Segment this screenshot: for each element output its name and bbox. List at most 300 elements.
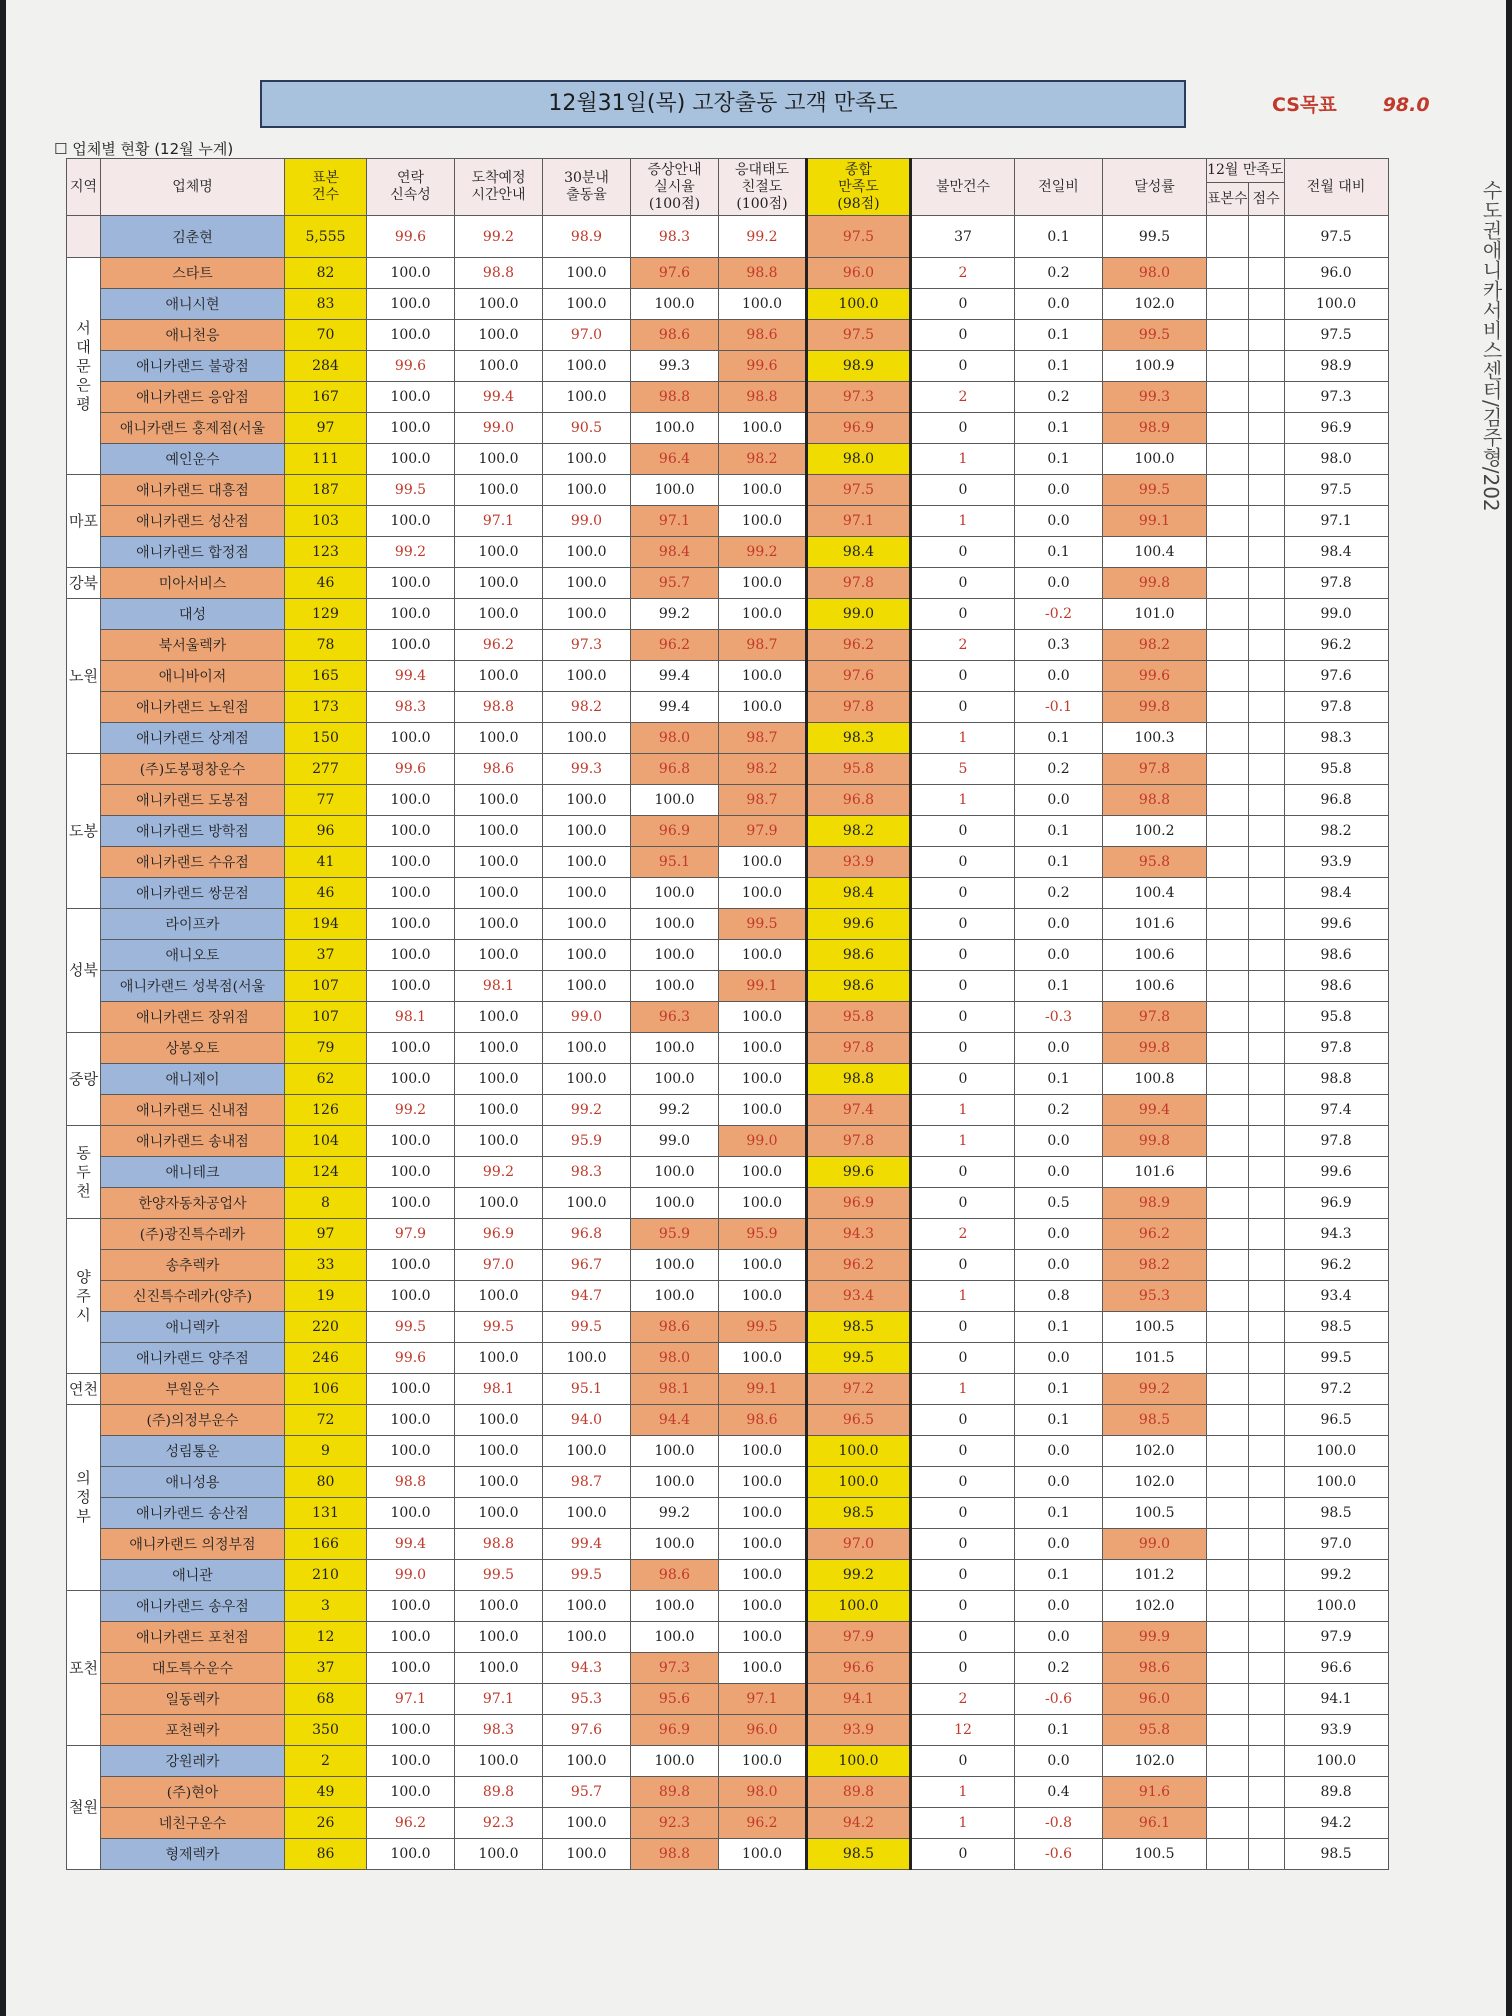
dec-score [1248, 909, 1284, 940]
table-row [67, 847, 1389, 878]
complaint-count: 0 [911, 692, 1015, 723]
cs-target [1272, 90, 1430, 117]
sample-count: 220 [285, 1312, 367, 1343]
region-cell [67, 754, 101, 909]
within30-rate: 100.0 [543, 1498, 631, 1529]
symptom-guide: 100.0 [631, 1033, 719, 1064]
table-row [67, 909, 1389, 940]
company-name: 애니오토 [101, 940, 285, 971]
kindness: 100.0 [719, 1467, 807, 1498]
table-row [67, 1591, 1389, 1622]
complaint-count: 1 [911, 1126, 1015, 1157]
arrival-notice: 100.0 [455, 1188, 543, 1219]
vs-all: 95.8 [1284, 754, 1388, 785]
complaint-count: 0 [911, 1839, 1015, 1870]
vs-all: 96.2 [1284, 1250, 1388, 1281]
dec-sample [1207, 971, 1249, 1002]
contact-speed: 100.0 [367, 971, 455, 1002]
company-name: 애니카랜드 쌍문점 [101, 878, 285, 909]
sample-count: 124 [285, 1157, 367, 1188]
achievement-rate: 98.9 [1103, 413, 1207, 444]
cs-target-label: CS목표 [1272, 94, 1337, 116]
vs-all: 99.6 [1284, 909, 1388, 940]
vs-prev-day: 0.1 [1015, 847, 1103, 878]
header-region: 지역 [67, 159, 101, 216]
complaint-count: 2 [911, 1219, 1015, 1250]
total-satisfaction: 89.8 [807, 1777, 911, 1808]
within30-rate: 100.0 [543, 1839, 631, 1870]
contact-speed: 100.0 [367, 1405, 455, 1436]
sample-count: 79 [285, 1033, 367, 1064]
region-label: 동두천 [76, 1143, 91, 1200]
table-row [67, 1281, 1389, 1312]
dec-score [1248, 1064, 1284, 1095]
dec-score [1248, 444, 1284, 475]
sample-count: 68 [285, 1684, 367, 1715]
complaint-count: 2 [911, 258, 1015, 289]
vs-all: 97.5 [1284, 216, 1388, 258]
dec-sample [1207, 847, 1249, 878]
contact-speed: 100.0 [367, 630, 455, 661]
vs-prev-day: 0.0 [1015, 475, 1103, 506]
dec-sample [1207, 1219, 1249, 1250]
contact-speed: 99.6 [367, 754, 455, 785]
kindness: 100.0 [719, 1498, 807, 1529]
dec-sample [1207, 1560, 1249, 1591]
kindness: 99.5 [719, 1312, 807, 1343]
symptom-guide: 100.0 [631, 1746, 719, 1777]
dec-sample [1207, 1529, 1249, 1560]
complaint-count: 0 [911, 1529, 1015, 1560]
total-satisfaction: 97.9 [807, 1622, 911, 1653]
within30-rate: 99.2 [543, 1095, 631, 1126]
arrival-notice: 99.2 [455, 1157, 543, 1188]
vs-all: 97.4 [1284, 1095, 1388, 1126]
dec-score [1248, 1250, 1284, 1281]
contact-speed: 99.2 [367, 537, 455, 568]
region-cell [67, 1126, 101, 1219]
within30-rate: 98.2 [543, 692, 631, 723]
table-row [67, 1219, 1389, 1250]
arrival-notice: 97.0 [455, 1250, 543, 1281]
symptom-guide: 99.4 [631, 661, 719, 692]
vs-all: 97.0 [1284, 1529, 1388, 1560]
arrival-notice: 100.0 [455, 816, 543, 847]
table-row [67, 723, 1389, 754]
within30-rate: 100.0 [543, 816, 631, 847]
total-satisfaction: 99.6 [807, 909, 911, 940]
contact-speed: 100.0 [367, 1374, 455, 1405]
dec-score [1248, 599, 1284, 630]
sample-count: 167 [285, 382, 367, 413]
vs-prev-day: 0.0 [1015, 1157, 1103, 1188]
contact-speed: 100.0 [367, 506, 455, 537]
company-name: 애니바이저 [101, 661, 285, 692]
company-name: 애니테크 [101, 1157, 285, 1188]
symptom-guide: 100.0 [631, 971, 719, 1002]
region-label: 포천 [69, 1658, 98, 1677]
vs-prev-day: 0.1 [1015, 1498, 1103, 1529]
kindness: 97.1 [719, 1684, 807, 1715]
arrival-notice: 99.2 [455, 216, 543, 258]
sample-count: 129 [285, 599, 367, 630]
achievement-rate: 99.4 [1103, 1095, 1207, 1126]
kindness: 100.0 [719, 1002, 807, 1033]
complaint-count: 0 [911, 878, 1015, 909]
symptom-guide: 98.3 [631, 216, 719, 258]
within30-rate: 98.9 [543, 216, 631, 258]
symptom-guide: 100.0 [631, 1250, 719, 1281]
section-label: ☐ 업체별 현황 (12월 누계) [54, 140, 234, 158]
header-complaints: 불만건수 [911, 159, 1015, 216]
complaint-count: 1 [911, 506, 1015, 537]
symptom-guide: 99.2 [631, 1498, 719, 1529]
region-cell [67, 909, 101, 1033]
arrival-notice: 97.1 [455, 506, 543, 537]
within30-rate: 100.0 [543, 909, 631, 940]
complaint-count: 12 [911, 1715, 1015, 1746]
contact-speed: 100.0 [367, 413, 455, 444]
company-name: 애니카랜드 성산점 [101, 506, 285, 537]
table-row [67, 1188, 1389, 1219]
table-row [67, 1746, 1389, 1777]
dec-score [1248, 630, 1284, 661]
kindness: 98.7 [719, 785, 807, 816]
achievement-rate: 99.3 [1103, 382, 1207, 413]
table-row [67, 258, 1389, 289]
vs-all: 96.5 [1284, 1405, 1388, 1436]
symptom-guide: 100.0 [631, 940, 719, 971]
dec-sample [1207, 878, 1249, 909]
dec-score [1248, 413, 1284, 444]
company-name: 애니카랜드 대흥점 [101, 475, 285, 506]
cs-target-value: 98.0 [1382, 94, 1430, 116]
company-name: (주)광진특수레카 [101, 1219, 285, 1250]
company-name: 애니카랜드 불광점 [101, 351, 285, 382]
dec-sample [1207, 1188, 1249, 1219]
vs-prev-day: 0.0 [1015, 568, 1103, 599]
symptom-guide: 95.6 [631, 1684, 719, 1715]
vs-all: 93.9 [1284, 847, 1388, 878]
company-name: 미아서비스 [101, 568, 285, 599]
arrival-notice: 98.8 [455, 692, 543, 723]
side-margin-text: 수도권애니카서비스센터/김주형/202 [1479, 180, 1503, 512]
table-row [67, 351, 1389, 382]
within30-rate: 100.0 [543, 878, 631, 909]
table-row [67, 1653, 1389, 1684]
dec-score [1248, 1157, 1284, 1188]
kindness: 100.0 [719, 289, 807, 320]
vs-all: 96.8 [1284, 785, 1388, 816]
kindness: 98.2 [719, 754, 807, 785]
vs-prev-day: 0.1 [1015, 723, 1103, 754]
sample-count: 8 [285, 1188, 367, 1219]
sample-count: 150 [285, 723, 367, 754]
kindness: 99.2 [719, 216, 807, 258]
within30-rate: 100.0 [543, 1808, 631, 1839]
achievement-rate: 100.6 [1103, 940, 1207, 971]
vs-all: 100.0 [1284, 1746, 1388, 1777]
table-row [67, 1157, 1389, 1188]
within30-rate: 100.0 [543, 1188, 631, 1219]
vs-prev-day: 0.2 [1015, 258, 1103, 289]
contact-speed: 100.0 [367, 1622, 455, 1653]
total-satisfaction: 97.8 [807, 1033, 911, 1064]
kindness: 99.5 [719, 909, 807, 940]
within30-rate: 99.0 [543, 1002, 631, 1033]
complaint-count: 0 [911, 1436, 1015, 1467]
company-name: 애니카랜드 합정점 [101, 537, 285, 568]
complaint-count: 1 [911, 785, 1015, 816]
region-label: 성북 [69, 961, 98, 979]
company-name: 상봉오토 [101, 1033, 285, 1064]
total-satisfaction: 98.6 [807, 971, 911, 1002]
kindness: 98.6 [719, 320, 807, 351]
kindness: 100.0 [719, 878, 807, 909]
achievement-rate: 100.6 [1103, 971, 1207, 1002]
region-cell [67, 1591, 101, 1746]
vs-all: 97.1 [1284, 506, 1388, 537]
table-row [67, 1529, 1389, 1560]
dec-sample [1207, 661, 1249, 692]
achievement-rate: 100.3 [1103, 723, 1207, 754]
total-satisfaction: 97.2 [807, 1374, 911, 1405]
total-satisfaction: 93.9 [807, 847, 911, 878]
total-satisfaction: 96.8 [807, 785, 911, 816]
within30-rate: 95.3 [543, 1684, 631, 1715]
sample-count: 12 [285, 1622, 367, 1653]
contact-speed: 100.0 [367, 909, 455, 940]
vs-all: 94.1 [1284, 1684, 1388, 1715]
dec-sample [1207, 444, 1249, 475]
complaint-count: 2 [911, 630, 1015, 661]
sample-count: 97 [285, 1219, 367, 1250]
symptom-guide: 100.0 [631, 1622, 719, 1653]
within30-rate: 99.5 [543, 1560, 631, 1591]
kindness: 95.9 [719, 1219, 807, 1250]
contact-speed: 98.3 [367, 692, 455, 723]
arrival-notice: 100.0 [455, 320, 543, 351]
vs-all: 96.9 [1284, 1188, 1388, 1219]
contact-speed: 100.0 [367, 1436, 455, 1467]
dec-score [1248, 1033, 1284, 1064]
contact-speed: 100.0 [367, 1126, 455, 1157]
total-satisfaction: 95.8 [807, 754, 911, 785]
complaint-count: 0 [911, 1560, 1015, 1591]
dec-sample [1207, 1591, 1249, 1622]
sample-count: 123 [285, 537, 367, 568]
total-satisfaction: 98.4 [807, 537, 911, 568]
region-label: 양주시 [76, 1267, 91, 1324]
arrival-notice: 100.0 [455, 723, 543, 754]
vs-prev-day: 0.1 [1015, 216, 1103, 258]
kindness: 100.0 [719, 1653, 807, 1684]
arrival-notice: 100.0 [455, 1746, 543, 1777]
symptom-guide: 100.0 [631, 1064, 719, 1095]
header-dec-sample: 표본수 [1207, 183, 1249, 216]
complaint-count: 0 [911, 909, 1015, 940]
kindness: 99.0 [719, 1126, 807, 1157]
dec-sample [1207, 599, 1249, 630]
arrival-notice: 100.0 [455, 1095, 543, 1126]
company-name: 북서울렉카 [101, 630, 285, 661]
vs-prev-day: 0.1 [1015, 1715, 1103, 1746]
table-row [67, 568, 1389, 599]
dec-score [1248, 754, 1284, 785]
achievement-rate: 100.8 [1103, 1064, 1207, 1095]
sample-count: 5,555 [285, 216, 367, 258]
arrival-notice: 100.0 [455, 1622, 543, 1653]
vs-all: 98.6 [1284, 971, 1388, 1002]
within30-rate: 100.0 [543, 1064, 631, 1095]
report-title: 12월31일(목) 고장출동 고객 만족도 [260, 80, 1186, 128]
kindness: 100.0 [719, 1281, 807, 1312]
vs-all: 99.2 [1284, 1560, 1388, 1591]
complaint-count: 0 [911, 289, 1015, 320]
region-label: 서대문은평 [76, 318, 91, 413]
within30-rate: 94.3 [543, 1653, 631, 1684]
symptom-guide: 98.6 [631, 1312, 719, 1343]
within30-rate: 100.0 [543, 1746, 631, 1777]
arrival-notice: 92.3 [455, 1808, 543, 1839]
complaint-count: 0 [911, 1622, 1015, 1653]
dec-score [1248, 878, 1284, 909]
vs-prev-day: -0.1 [1015, 692, 1103, 723]
achievement-rate: 101.6 [1103, 909, 1207, 940]
achievement-rate: 100.0 [1103, 444, 1207, 475]
dec-sample [1207, 692, 1249, 723]
company-name: 애니카랜드 송산점 [101, 1498, 285, 1529]
header-sample: 표본 건수 [285, 159, 367, 216]
table-row [67, 1095, 1389, 1126]
contact-speed: 100.0 [367, 1157, 455, 1188]
achievement-rate: 98.8 [1103, 785, 1207, 816]
achievement-rate: 100.2 [1103, 816, 1207, 847]
symptom-guide: 98.8 [631, 382, 719, 413]
arrival-notice: 100.0 [455, 1653, 543, 1684]
header-name: 업체명 [101, 159, 285, 216]
arrival-notice: 100.0 [455, 661, 543, 692]
complaint-count: 37 [911, 216, 1015, 258]
total-satisfaction: 100.0 [807, 289, 911, 320]
sample-count: 107 [285, 1002, 367, 1033]
complaint-count: 0 [911, 847, 1015, 878]
region-label: 마포 [69, 511, 98, 530]
total-satisfaction: 93.9 [807, 1715, 911, 1746]
sample-count: 37 [285, 1653, 367, 1684]
table-row [67, 1343, 1389, 1374]
table-row [67, 1374, 1389, 1405]
total-satisfaction: 100.0 [807, 1591, 911, 1622]
dec-sample [1207, 1715, 1249, 1746]
complaint-count: 0 [911, 1157, 1015, 1188]
company-name: 애니카랜드 수유점 [101, 847, 285, 878]
total-satisfaction: 97.8 [807, 692, 911, 723]
sample-count: 78 [285, 630, 367, 661]
sample-count: 350 [285, 1715, 367, 1746]
dec-sample [1207, 320, 1249, 351]
arrival-notice: 96.9 [455, 1219, 543, 1250]
dec-sample [1207, 1839, 1249, 1870]
company-name: 애니카랜드 신내점 [101, 1095, 285, 1126]
vs-all: 97.8 [1284, 1126, 1388, 1157]
achievement-rate: 98.5 [1103, 1405, 1207, 1436]
sample-count: 19 [285, 1281, 367, 1312]
vs-all: 96.9 [1284, 413, 1388, 444]
complaint-count: 0 [911, 1591, 1015, 1622]
complaint-count: 0 [911, 1002, 1015, 1033]
achievement-rate: 102.0 [1103, 1591, 1207, 1622]
complaint-count: 0 [911, 1033, 1015, 1064]
complaint-count: 1 [911, 723, 1015, 754]
contact-speed: 100.0 [367, 1064, 455, 1095]
achievement-rate: 101.5 [1103, 1343, 1207, 1374]
company-name: 강원레카 [101, 1746, 285, 1777]
within30-rate: 100.0 [543, 444, 631, 475]
vs-all: 94.3 [1284, 1219, 1388, 1250]
dec-sample [1207, 1281, 1249, 1312]
arrival-notice: 100.0 [455, 1498, 543, 1529]
within30-rate: 100.0 [543, 599, 631, 630]
arrival-notice: 98.3 [455, 1715, 543, 1746]
dec-sample [1207, 568, 1249, 599]
region-cell [67, 1033, 101, 1126]
company-name: 애니카랜드 홍제점(서울 [101, 413, 285, 444]
total-satisfaction: 96.2 [807, 1250, 911, 1281]
symptom-guide: 99.0 [631, 1126, 719, 1157]
arrival-notice: 100.0 [455, 1002, 543, 1033]
achievement-rate: 91.6 [1103, 1777, 1207, 1808]
kindness: 100.0 [719, 599, 807, 630]
within30-rate: 97.0 [543, 320, 631, 351]
contact-speed: 99.6 [367, 351, 455, 382]
vs-prev-day: 0.0 [1015, 1622, 1103, 1653]
dec-sample [1207, 909, 1249, 940]
table-row [67, 1808, 1389, 1839]
dec-score [1248, 1622, 1284, 1653]
achievement-rate: 99.6 [1103, 661, 1207, 692]
dec-sample [1207, 1777, 1249, 1808]
achievement-rate: 97.8 [1103, 1002, 1207, 1033]
company-name: 애니카랜드 상계점 [101, 723, 285, 754]
region-cell [67, 1405, 101, 1591]
within30-rate: 100.0 [543, 475, 631, 506]
achievement-rate: 95.3 [1103, 1281, 1207, 1312]
arrival-notice: 89.8 [455, 1777, 543, 1808]
vs-all: 98.5 [1284, 1312, 1388, 1343]
region-label: 연천 [69, 1379, 98, 1398]
vs-all: 98.2 [1284, 816, 1388, 847]
arrival-notice: 100.0 [455, 1281, 543, 1312]
dec-sample [1207, 351, 1249, 382]
sample-count: 284 [285, 351, 367, 382]
sample-count: 26 [285, 1808, 367, 1839]
vs-all: 97.9 [1284, 1622, 1388, 1653]
sample-count: 97 [285, 413, 367, 444]
within30-rate: 100.0 [543, 1343, 631, 1374]
vs-all: 98.5 [1284, 1839, 1388, 1870]
symptom-guide: 98.6 [631, 1560, 719, 1591]
company-name: 대도특수운수 [101, 1653, 285, 1684]
symptom-guide: 100.0 [631, 1188, 719, 1219]
vs-all: 100.0 [1284, 1467, 1388, 1498]
total-satisfaction: 99.2 [807, 1560, 911, 1591]
table-row [67, 1436, 1389, 1467]
within30-rate: 97.6 [543, 1715, 631, 1746]
dec-sample [1207, 940, 1249, 971]
arrival-notice: 100.0 [455, 1064, 543, 1095]
table-row [67, 444, 1389, 475]
